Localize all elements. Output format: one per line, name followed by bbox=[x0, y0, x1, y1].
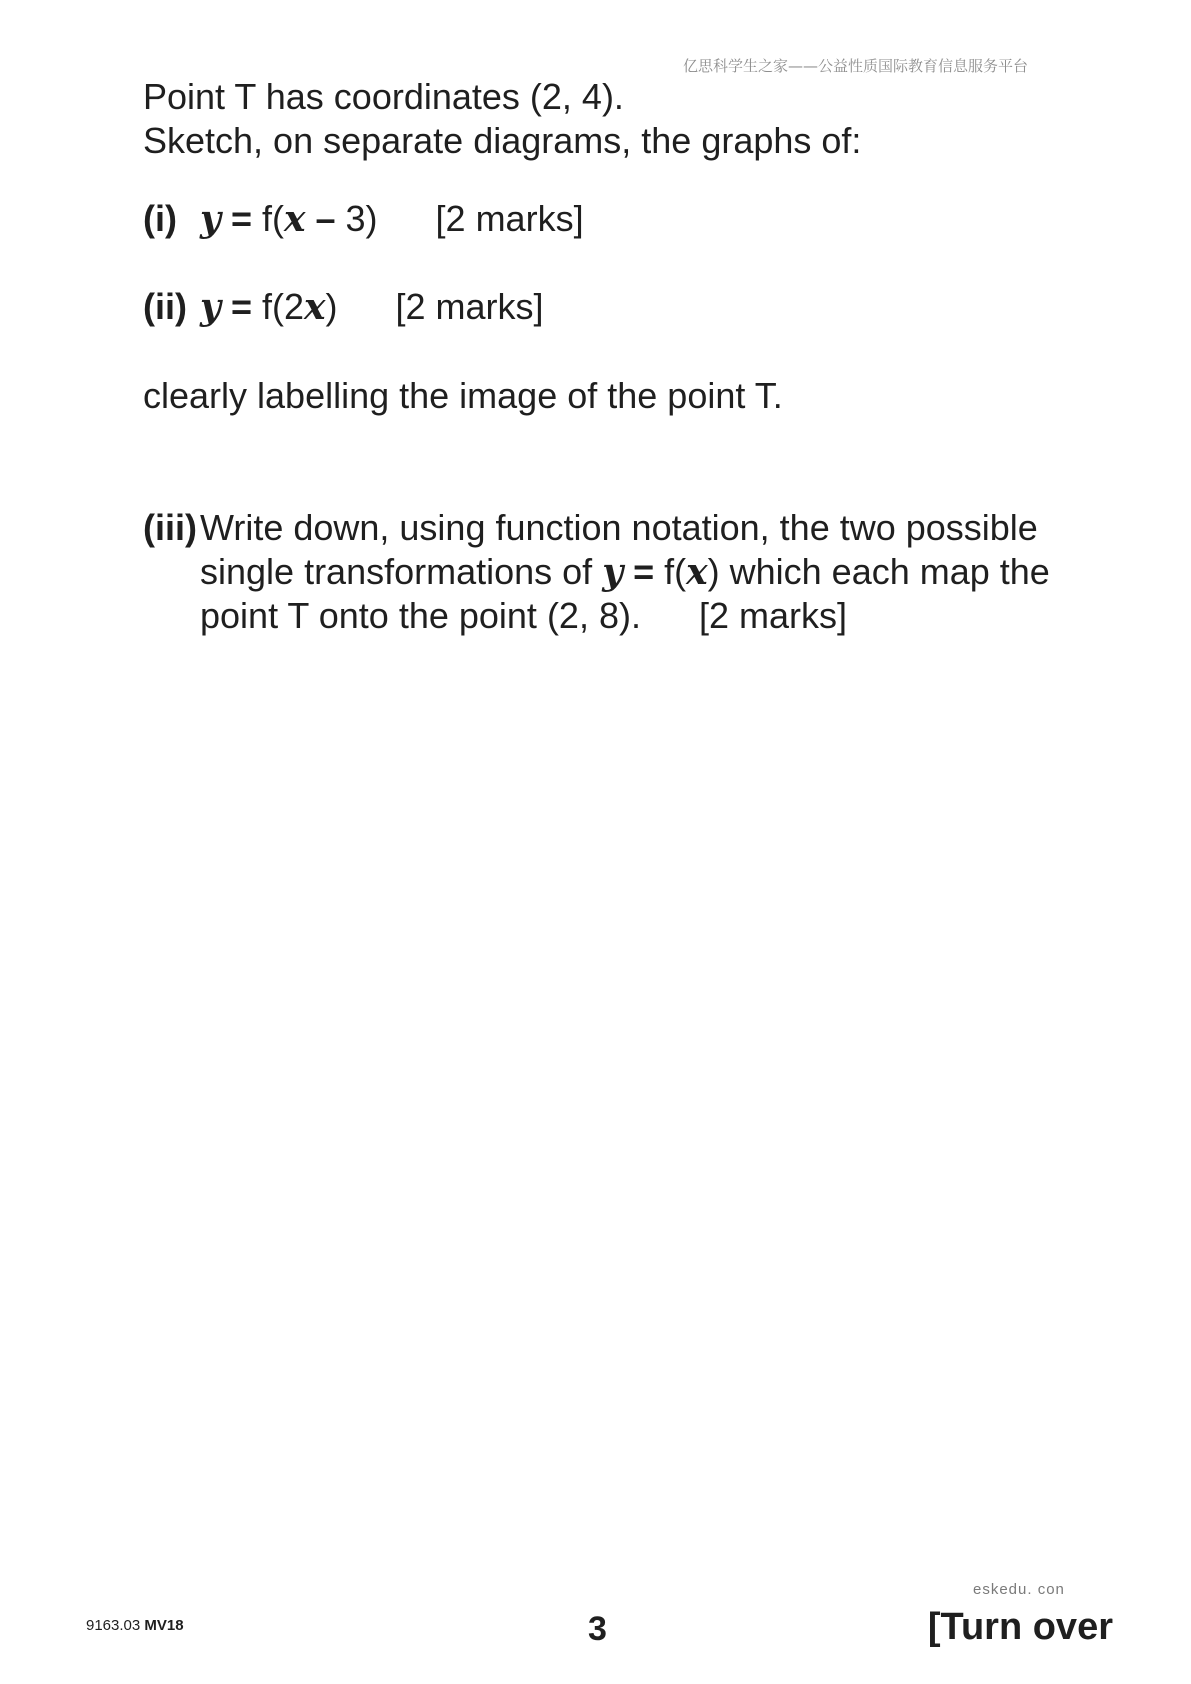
paper-code-series: MV18 bbox=[144, 1617, 184, 1634]
part-ii bbox=[143, 285, 544, 329]
part-ii-y: y bbox=[200, 286, 221, 328]
part-i-x: x bbox=[283, 198, 306, 240]
labelling-instruction: clearly labelling the image of the point T. bbox=[143, 375, 783, 416]
part-ii-label: (ii) bbox=[143, 286, 187, 327]
intro-line-2: Sketch, on separate diagrams, the graphs of: bbox=[143, 120, 862, 161]
part-ii-close: ) bbox=[325, 286, 338, 327]
intro-line-1: Point T has coordinates (2, 4). bbox=[143, 76, 624, 117]
part-i-f-open: f( bbox=[261, 198, 284, 239]
part-iii-y: y bbox=[602, 551, 624, 593]
part-ii-f-open: f(2 bbox=[261, 286, 304, 327]
part-ii-x: x bbox=[304, 286, 326, 328]
page-number: 3 bbox=[588, 1610, 607, 1648]
part-ii-equals: = bbox=[230, 286, 252, 327]
part-iii-f-open: f( bbox=[664, 551, 687, 592]
part-iii-line-1: Write down, using function notation, the two possible bbox=[200, 507, 1038, 548]
paper-code bbox=[86, 1617, 184, 1634]
paper-code-number: 9163.03 bbox=[86, 1617, 141, 1634]
part-iii-line-3-text: point T onto the point (2, 8). bbox=[200, 595, 641, 636]
part-i-minus: – bbox=[315, 198, 336, 239]
part-i-y: y bbox=[200, 198, 221, 240]
part-i-rest: 3) bbox=[345, 198, 378, 239]
part-iii-line-2-a: single transformations of bbox=[200, 551, 603, 592]
part-iii-line-3 bbox=[200, 594, 847, 638]
part-iii-line-2-b: ) which each map the bbox=[707, 551, 1050, 592]
part-i-marks: [2 marks] bbox=[435, 198, 584, 239]
part-i-label: (i) bbox=[143, 198, 177, 239]
part-i bbox=[143, 197, 584, 241]
part-ii-marks: [2 marks] bbox=[395, 286, 544, 327]
part-iii-x: x bbox=[686, 551, 708, 593]
part-iii-line-2 bbox=[200, 550, 1050, 594]
part-iii-equals: = bbox=[633, 551, 655, 592]
turn-over-label: [Turn over bbox=[927, 1606, 1113, 1648]
footer-watermark: eskedu. con bbox=[973, 1581, 1065, 1598]
part-iii-marks: [2 marks] bbox=[698, 595, 848, 636]
header-watermark: 亿思科学生之家——公益性质国际教育信息服务平台 bbox=[683, 57, 1029, 75]
part-iii-label: (iii) bbox=[143, 507, 197, 548]
part-i-equals: = bbox=[230, 198, 252, 239]
